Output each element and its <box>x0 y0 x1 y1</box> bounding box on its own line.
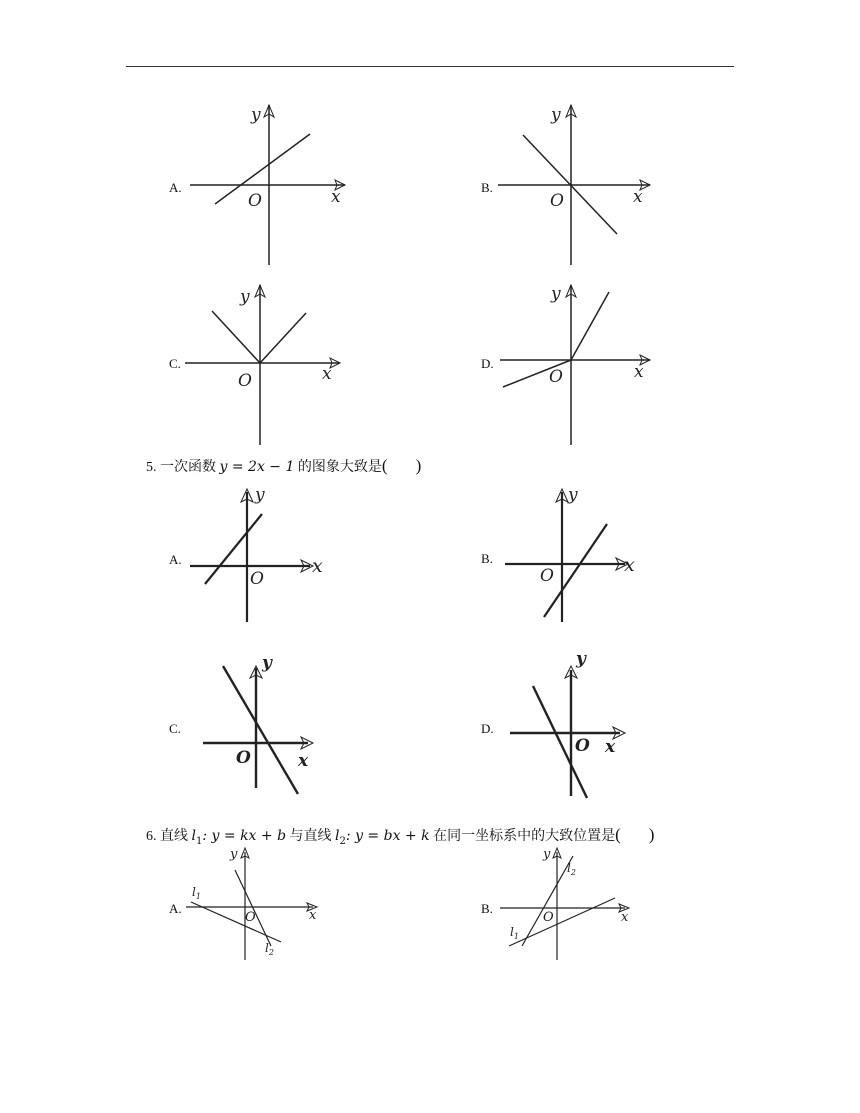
l2-label: $l_2$ <box>567 861 576 877</box>
answer-paren-open: ( <box>615 825 621 844</box>
q5-graph-c <box>198 648 358 798</box>
y-label: y <box>568 485 578 505</box>
q4-option-a-label: A. <box>169 180 182 195</box>
x-label: x <box>298 751 309 771</box>
line-l2-name: $l_2$: y = bx + k <box>335 828 430 847</box>
l1-label: $l_1$ <box>192 885 201 901</box>
q5-graph-b <box>500 484 660 629</box>
origin-label: O <box>540 566 554 586</box>
q6-graph-a <box>183 842 333 962</box>
q4-graph-a <box>185 100 365 270</box>
l1-label: $l_1$ <box>510 925 519 941</box>
q4-option-c-label: C. <box>169 356 181 371</box>
origin-label: O <box>575 736 590 756</box>
function-line-left <box>212 311 260 363</box>
question-text-2: 与直线 <box>289 829 332 844</box>
function-line <box>223 666 298 794</box>
q6-option-a-label: A. <box>169 901 182 916</box>
function-line-right <box>260 313 306 363</box>
question-text: 一次函数 <box>160 460 216 475</box>
line-l2 <box>235 870 271 946</box>
origin-label: O <box>550 191 564 211</box>
question-text: 直线 <box>160 829 188 844</box>
y-label: y <box>551 105 561 125</box>
q5-option-d-label: D. <box>481 721 494 736</box>
line-l1 <box>509 898 615 946</box>
q5-option-b-label: B. <box>481 551 493 566</box>
q6-graph-b <box>497 842 647 962</box>
origin-label: O <box>250 569 264 589</box>
origin-label: O <box>543 910 554 925</box>
l2-label: $l_2$ <box>265 941 274 957</box>
q5-graph-d <box>505 648 665 798</box>
q6-option-b-label: B. <box>481 901 493 916</box>
origin-label: O <box>549 367 563 387</box>
y-label: y <box>255 485 265 505</box>
x-label: x <box>312 555 323 577</box>
question-5-text <box>146 456 421 476</box>
x-label: x <box>633 187 643 207</box>
q5-option-c-label: C. <box>169 721 181 736</box>
y-label: y <box>543 847 551 862</box>
x-label: x <box>331 187 341 207</box>
q5-option-a-label: A. <box>169 552 182 567</box>
x-label: x <box>322 364 332 384</box>
line-l1-name: $l_1$: y = kx + b <box>191 828 287 847</box>
origin-label: O <box>236 748 251 768</box>
formula: y = 2x − 1 <box>219 459 295 475</box>
x-label: x <box>634 362 644 382</box>
y-label: y <box>240 287 250 307</box>
origin-label: O <box>245 910 256 925</box>
origin-label: O <box>238 371 252 391</box>
x-label: x <box>605 737 616 757</box>
y-label: y <box>262 653 272 673</box>
line-l2 <box>522 856 573 946</box>
q4-graph-c <box>182 280 362 450</box>
question-number: 5. <box>146 460 157 475</box>
answer-paren-close: ) <box>415 456 422 475</box>
x-label: x <box>621 910 629 925</box>
y-label: y <box>576 649 586 669</box>
q4-option-b-label: B. <box>481 180 493 195</box>
q4-option-d-label: D. <box>481 356 494 371</box>
q4-graph-b <box>495 100 675 270</box>
x-label: x <box>624 554 635 576</box>
origin-label: O <box>248 191 262 211</box>
answer-paren-open: ( <box>381 456 388 475</box>
y-label: y <box>551 284 561 304</box>
question-text-3: 在同一坐标系中的大致位置是 <box>433 829 616 844</box>
answer-paren-close: ) <box>648 825 655 844</box>
y-label: y <box>230 847 238 862</box>
question-number: 6. <box>146 829 157 844</box>
question-text-2: 的图象大致是 <box>297 460 382 475</box>
x-label: x <box>309 908 317 923</box>
y-label: y <box>251 105 261 125</box>
q5-graph-a <box>185 484 345 629</box>
header-rule <box>126 66 734 67</box>
line-l1 <box>191 902 281 942</box>
q4-graph-d <box>497 280 677 450</box>
function-line <box>215 134 310 204</box>
function-line-right <box>571 292 609 360</box>
